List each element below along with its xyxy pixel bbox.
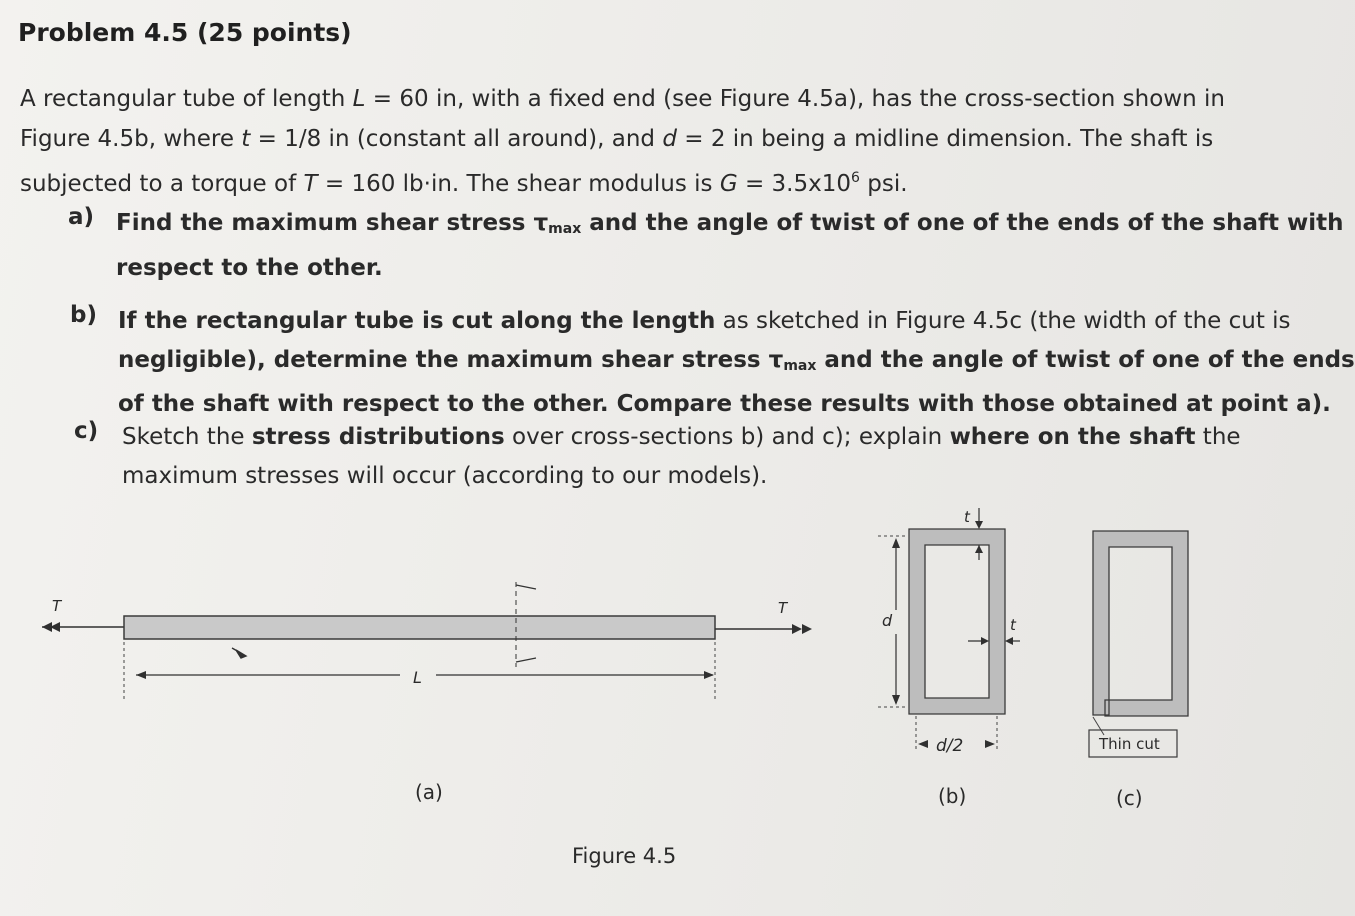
fig-b-label: (b)	[938, 784, 967, 808]
d-label: d	[882, 611, 893, 630]
fig-a-label: (a)	[415, 780, 443, 804]
side-thickness-label: t	[1010, 616, 1016, 634]
part-a-line-1: Find the maximum shear stress τmax and the angle of twist of one of the ends of the shaft with	[116, 210, 1344, 237]
statement-line-2: Figure 4.5b, where t = 1/8 in (constant all around), and d = 2 in being a midline dimension. The shaft is	[20, 125, 1214, 152]
shaft-body	[124, 616, 715, 639]
left-torque-arrow-icon	[42, 622, 60, 632]
cut-label: Thin cut	[1099, 735, 1160, 753]
fig-c-label: (c)	[1116, 786, 1143, 810]
part-a-line-2: respect to the other.	[116, 254, 383, 281]
top-thickness-label: t	[964, 508, 970, 526]
fixed-end-pointer-icon	[232, 648, 246, 658]
part-b-line-3: of the shaft with respect to the other. Compare these results with those obtained at point a).	[118, 391, 1331, 417]
cut-leader-line	[1093, 717, 1104, 735]
problem-title: Problem 4.5 (25 points)	[18, 18, 352, 47]
part-c-line-1: Sketch the stress distributions over cross-sections b) and c); explain where on the shaft the	[122, 424, 1241, 450]
length-label: L	[413, 668, 422, 687]
part-c-line-2: maximum stresses will occur (according to our models).	[122, 462, 768, 489]
right-torque-arrow-icon	[792, 624, 812, 634]
part-a-letter: a)	[68, 204, 95, 230]
right-torque-label: T	[778, 599, 788, 617]
statement-line-1: A rectangular tube of length L = 60 in, with a fixed end (see Figure 4.5a), has the cross-section shown in	[20, 86, 1225, 112]
shaft-diagram	[42, 582, 812, 804]
part-b-line-2: negligible), determine the maximum shear stress τmax and the angle of twist of one of the ends	[118, 346, 1355, 374]
left-torque-label: T	[52, 597, 62, 615]
part-b-line-1: If the rectangular tube is cut along the length as sketched in Figure 4.5c (the width of the cut is	[118, 308, 1291, 334]
figure-caption: Figure 4.5	[572, 844, 677, 868]
part-b-letter: b)	[70, 302, 97, 328]
statement-line-3: subjected to a torque of T = 160 lb·in. The shear modulus is $G = 3.5x10^6$ psi.	[20, 170, 908, 197]
cut-section-diagram	[1089, 531, 1188, 810]
part-c-letter: c)	[74, 418, 99, 444]
width-label: d/2	[936, 736, 964, 756]
length-arrow-left-icon	[136, 671, 146, 679]
closed-section-diagram	[878, 508, 1020, 808]
closed-tube-wall	[909, 529, 1005, 714]
cut-tube-wall	[1093, 531, 1188, 716]
